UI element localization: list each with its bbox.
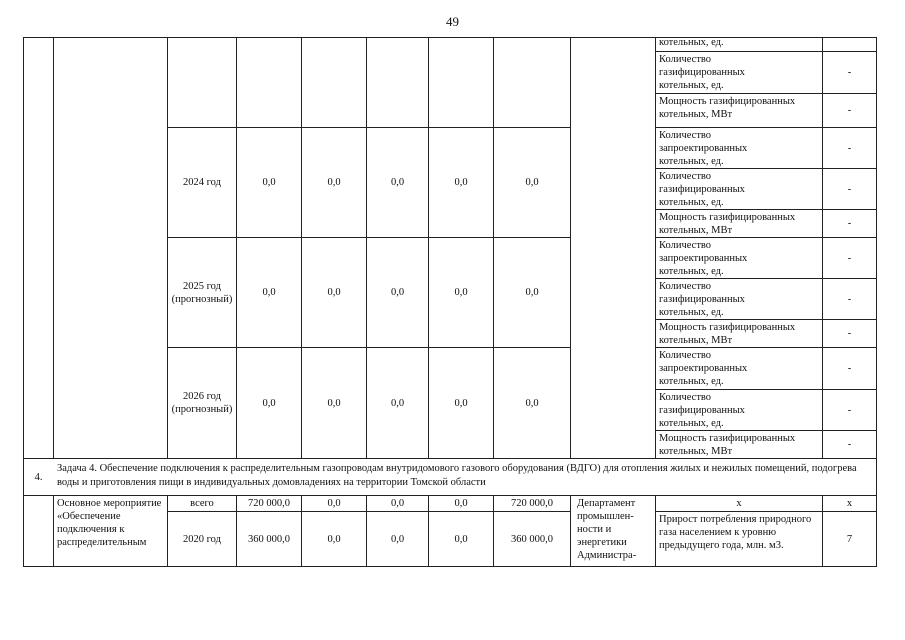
year-label: 2024 год [183,177,221,188]
indicator-cell: Прирост потребления природного газа населением к уровню предыдущего года, млн. м3. [659,514,812,551]
indicator-value: - [847,252,852,264]
value-cell: 720 000,0 [248,498,290,509]
column-divider [53,37,54,459]
year-label: 2025 год (прогнозный) [171,280,233,305]
indicator-cell: Количество газифицированных котельных, ед. [659,54,745,91]
indicator-cell: Мощность газифицированных котельных, МВт [659,433,796,457]
value-cell: 0,0 [454,287,468,298]
value-cell: 360 000,0 [248,533,290,545]
value-cell: 720 000,0 [511,498,553,509]
value-cell: 0,0 [327,287,341,298]
table-right-border [876,37,877,567]
value-cell: 0,0 [327,498,341,509]
value-cell: 0,0 [262,397,276,409]
indicator-value: x [846,498,853,509]
indicator-value: 7 [846,533,853,545]
value-cell: 0,0 [454,498,468,509]
value-cell: 0,0 [525,287,539,298]
indicator-cell: Количество газифицированных котельных, ед. [659,171,745,208]
indicator-value: - [847,293,852,305]
indicator-cell: x [736,498,742,509]
value-cell: 0,0 [390,533,405,545]
main-event-name: Основное мероприятие «Обеспечение подключения к распределительным [57,498,162,548]
indicator-value: - [847,404,852,416]
indicator-value: - [847,105,852,116]
value-cell: 0,0 [327,533,341,545]
value-cell: 0,0 [390,177,405,188]
indicator-cell: Количество запроектированных котельных, ед. [659,240,748,277]
value-cell: 0,0 [390,498,405,509]
value-cell: 0,0 [525,177,539,188]
indicator-value: - [847,142,852,154]
indicator-cell: Мощность газифицированных котельных, МВт [659,322,796,346]
indicator-cell: Количество газифицированных котельных, ед. [659,392,745,429]
department-name: Департамент промышлен- ности и энергетики Администра- [577,498,637,561]
year-label: 2020 год [183,533,221,545]
value-cell: 0,0 [262,177,276,188]
indicator-cell: котельных, ед. [659,37,724,48]
value-cell: 0,0 [327,397,341,409]
column-divider [53,495,54,567]
task-title: Задача 4. Обеспечение подключения к распределительным газопроводам внутридомового газового оборудования (ВДГО) для отопления жилых и нежилых помещений, подогрева воды и приготовления пищи в индивидуальных домовладениях на территории Томской области [57,463,857,488]
indicator-value: - [847,67,852,78]
value-cell: 0,0 [390,287,405,298]
value-cell: 0,0 [454,397,468,409]
value-cell: 360 000,0 [511,533,553,545]
indicator-value: - [847,183,852,195]
value-cell: 0,0 [327,177,341,188]
year-label: всего [190,498,214,509]
value-cell: 0,0 [525,397,539,409]
indicator-value: - [847,218,852,229]
indicator-cell: Количество газифицированных котельных, ед. [659,281,745,318]
page-number: 49 [446,14,459,29]
indicator-cell: Количество запроектированных котельных, ед. [659,130,748,167]
column-divider [570,37,571,459]
section-divider [23,458,877,459]
column-divider [570,495,571,567]
value-cell: 0,0 [262,287,276,298]
indicator-value: - [847,439,852,450]
value-cell: 0,0 [454,177,468,188]
indicator-value: - [847,363,852,374]
table-bottom-border [23,566,877,567]
value-cell: 0,0 [454,533,468,545]
value-cell: 0,0 [390,397,405,409]
indicator-cell: Количество запроектированных котельных, ед. [659,350,748,387]
indicator-value: - [847,328,852,339]
indicator-cell: Мощность газифицированных котельных, МВт [659,212,796,236]
task-number: 4. [34,471,43,483]
year-label: 2026 год (прогнозный) [171,391,233,415]
indicator-cell: Мощность газифицированных котельных, МВт [659,96,796,120]
